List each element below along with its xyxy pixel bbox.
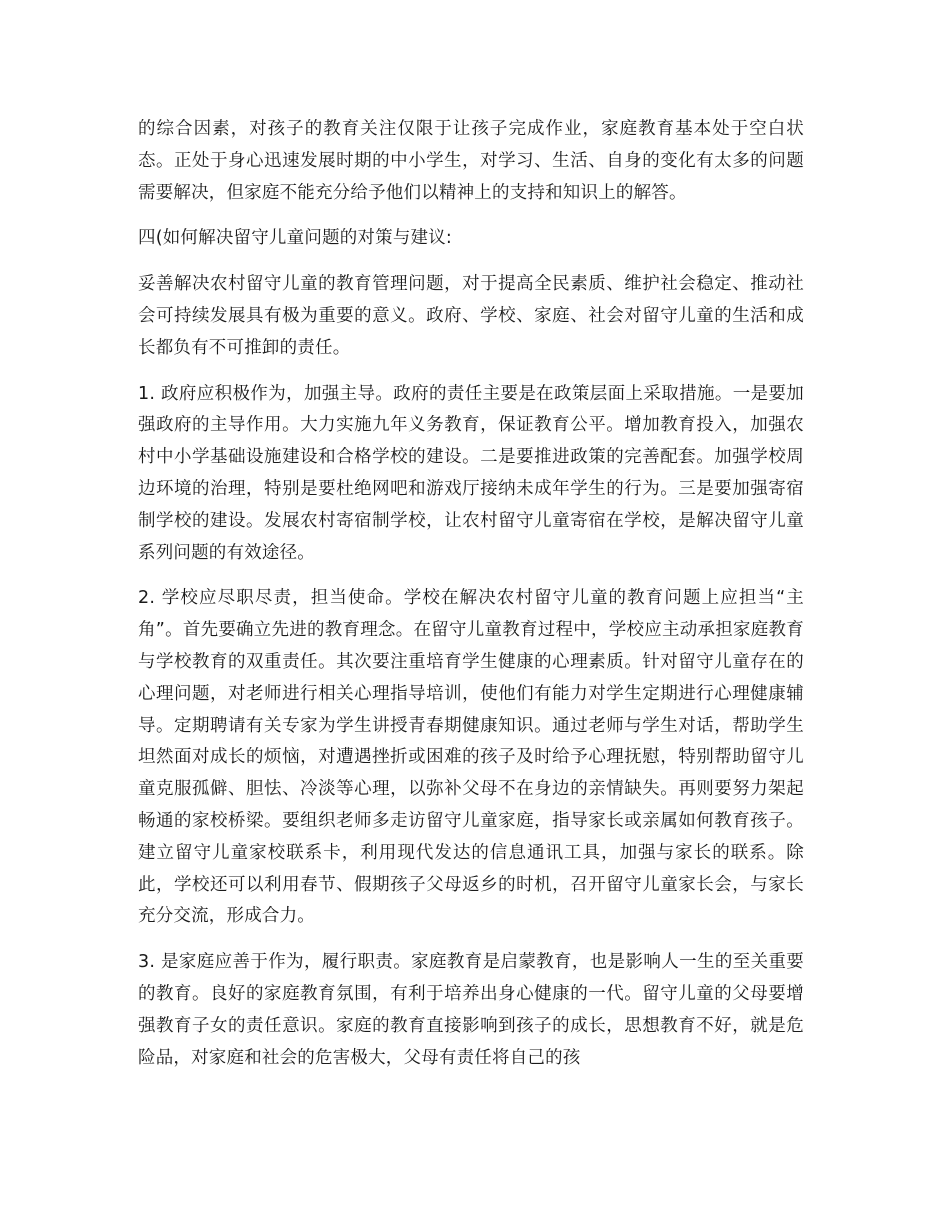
document-body [138,114,804,1088]
paragraph-significance: 妥善解决农村留守儿童的教育管理问题，对于提高全民素质、维护社会稳定、推动社会可持续发展具有极为重要的意义。政府、学校、家庭、社会对留守儿童的生活和成长都负有不可推卸的责任。 [138,274,804,358]
paragraph-school-role: 2. 学校应尽职尽责，担当使命。学校在解决农村留守儿童的教育问题上应担当“主角”。首先要确立先进的教育理念。在留守儿童教育过程中，学校应主动承担家庭教育与学校教育的双重责任。其次要注重培育学生健康的心理素质。针对留守儿童存在的心理问题，对老师进行相关心理指导培训，使他们有能力对学生定期进行心理健康辅导。定期聘请有关专家为学生讲授青春期健康知识。通过老师与学生对话，帮助学生坦然面对成长的烦恼，对遭遇挫折或困难的孩子及时给予心理抚慰，特别帮助留守儿童克服孤僻、胆怯、冷淡等心理，以弥补父母不在身边的亲情缺失。再则要努力架起畅通的家校桥梁。要组织老师多走访留守儿童家庭，指导家长或亲属如何教育孩子。建立留守儿童家校联系卡，利用现代发达的信息通讯工具，加强与家长的联系。除此，学校还可以利用春节、假期孩子父母返乡的时机，召开留守儿童家长会，与家长充分交流，形成合力。 [138,588,804,927]
section-heading-countermeasures: 四(如何解决留守儿童问题的对策与建议: [138,228,453,249]
paragraph-family-factors: 的综合因素，对孩子的教育关注仅限于让孩子完成作业，家庭教育基本处于空白状态。正处于身心迅速发展时期的中小学生，对学习、生活、自身的变化有太多的问题需要解决，但家庭不能充分给予他们以精神上的支持和知识上的解答。 [138,119,804,203]
paragraph-government-role: 1. 政府应积极作为，加强主导。政府的责任主要是在政策层面上采取措施。一是要加强政府的主导作用。大力实施九年义务教育，保证教育公平。增加教育投入，加强农村中小学基础设施建设和合格学校的建设。二是要推进政策的完善配套。加强学校周边环境的治理，特别是要杜绝网吧和游戏厅接纳未成年学生的行为。三是要加强寄宿制学校的建设。发展农村寄宿制学校，让农村留守儿童寄宿在学校，是解决留守儿童系列问题的有效途径。 [138,383,804,563]
paragraph-family-role: 3. 是家庭应善于作为，履行职责。家庭教育是启蒙教育，也是影响人一生的至关重要的教育。良好的家庭教育氛围，有利于培养出身心健康的一代。留守儿童的父母要增强教育子女的责任意识。家庭的教育直接影响到孩子的成长，思想教育不好，就是危险品，对家庭和社会的危害极大，父母有责任将自己的孩 [138,952,804,1068]
